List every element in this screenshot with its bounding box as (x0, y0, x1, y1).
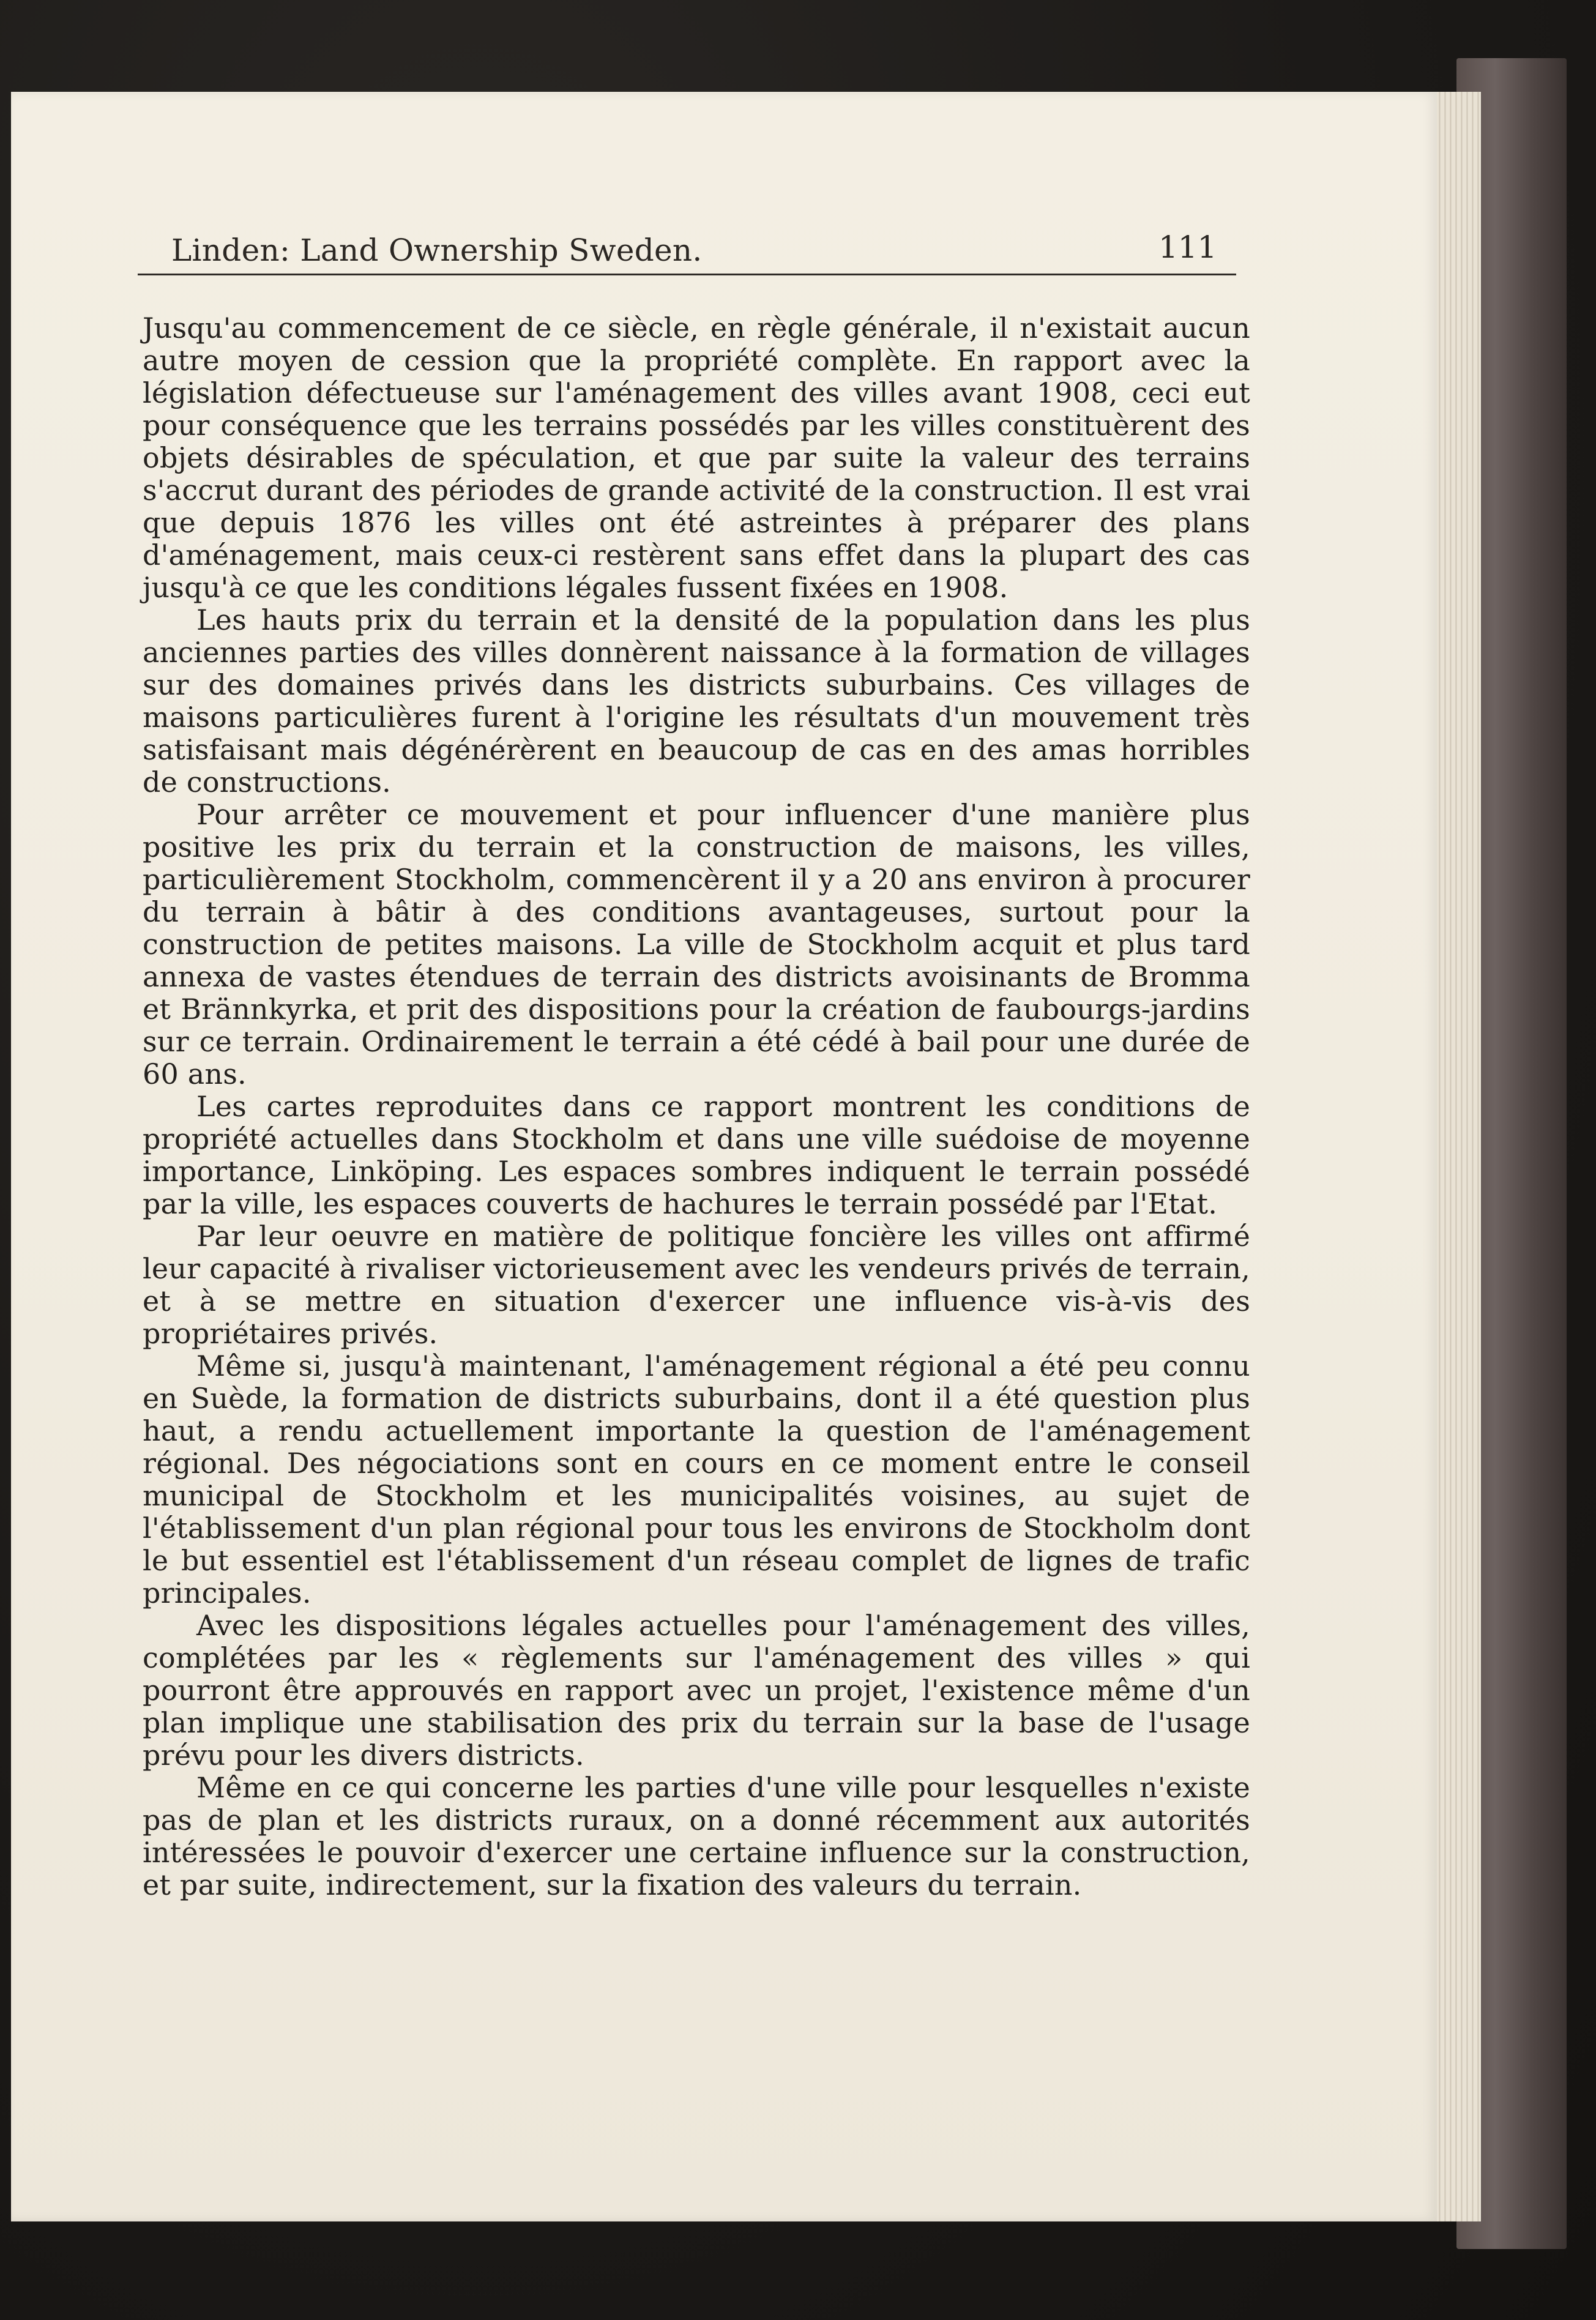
page-number: 111 (1158, 229, 1217, 265)
paragraph: Par leur oeuvre en matière de politique foncière les villes ont affirmé leur capacité à rivaliser victorieusement avec les vendeurs privés de terrain, et à se mettre en situation d'exercer une influence vis-à-vis des propriétaires privés. (143, 1220, 1250, 1350)
running-head: Linden: Land Ownership Sweden. (171, 233, 703, 268)
paragraph: Les hauts prix du terrain et la densité de la population dans les plus anciennes parties des villes donnèrent naissance à la formation de villages sur des domaines privés dans les districts suburbains. Ces villages de maisons particulières furent à l'origine les résultats d'un mouvement très satisfaisant mais dégénérèrent en beaucoup de cas en des amas horribles de constructions. (143, 603, 1250, 799)
paragraph: Les cartes reproduites dans ce rapport montrent les conditions de propriété actuelles dans Stockholm et dans une ville suédoise de moyenne importance, Linköping. Les espaces sombres indiquent le terrain possédé par la ville, les espaces couverts de hachures le terrain possédé par l'Etat. (143, 1090, 1250, 1220)
paragraph: Avec les dispositions légales actuelles pour l'aménagement des villes, complétées par les « règlements sur l'aménagement des villes » qui pourront être approuvés en rapport avec un projet, l'existence même d'un plan implique une stabilisation des prix du terrain sur la base de l'usage prévu pour les divers districts. (143, 1609, 1250, 1772)
paragraph: Même si, jusqu'à maintenant, l'aménagement régional a été peu connu en Suède, la formation de districts suburbains, dont il a été question plus haut, a rendu actuellement importante la question de l'aménagement régional. Des négociations sont en cours en ce moment entre le conseil municipal de Stockholm et les municipalités voisines, au sujet de l'établissement d'un plan régional pour tous les environs de Stockholm dont le but essentiel est l'établissement d'un réseau complet de lignes de trafic principales. (143, 1349, 1250, 1609)
paragraph: Jusqu'au commencement de ce siècle, en règle générale, il n'existait aucun autre moyen de cession que la propriété complète. En rapport avec la législation défectueuse sur l'aménagement des villes avant 1908, ceci eut pour conséquence que les terrains possédés par les villes constituèrent des objets désirables de spéculation, et que par suite la valeur des terrains s'accrut durant des périodes de grande activité de la construction. Il est vrai que depuis 1876 les villes ont été astreintes à préparer des plans d'aménagement, mais ceux-ci restèrent sans effet dans la plupart des cas jusqu'à ce que les conditions légales fussent fixées en 1908. (143, 311, 1250, 604)
paragraph: Même en ce qui concerne les parties d'une ville pour lesquelles n'existe pas de plan et les districts ruraux, on a donné récemment aux autorités intéressées le pouvoir d'exercer une certaine influence sur la construction, et par suite, indirectement, sur la fixation des valeurs du terrain. (143, 1771, 1250, 1901)
paragraph: Pour arrêter ce mouvement et pour influencer d'une manière plus positive les prix du terrain et la construction de maisons, les villes, particulièrement Stockholm, commencèrent il y a 20 ans environ à procurer du terrain à bâtir à des conditions avantageuses, surtout pour la construction de petites maisons. La ville de Stockholm acquit et plus tard annexa de vastes étendues de terrain des districts avoisinants de Bromma et Brännkyrka, et prit des dispositions pour la création de faubourgs-jardins sur ce terrain. Ordinairement le terrain a été cédé à bail pour une durée de 60 ans. (143, 798, 1250, 1091)
body-text (143, 312, 1250, 1901)
header-rule (138, 274, 1236, 275)
